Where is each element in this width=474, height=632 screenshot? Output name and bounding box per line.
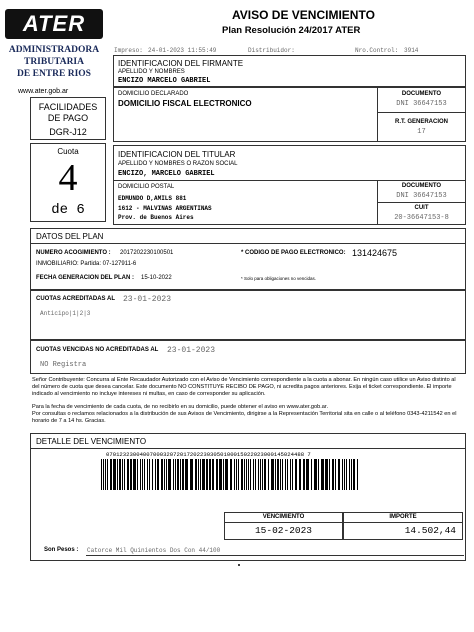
titular-name-value: ENCIZO, MARCELO GABRIEL [118,170,215,178]
cuit-value: 20-36647153-8 [394,214,449,222]
cuotas-acreditadas-section [30,290,466,340]
cuota-total: de 6 [51,202,85,218]
plan-section [30,228,466,290]
address-line3: Prov. de Buenos Aires [118,214,194,221]
titular-section [113,145,466,225]
cuotas-vencidas-label: CUOTAS VENCIDAS NO ACREDITADAS AL [36,347,159,353]
logo-line2: TRIBUTARIA [23,57,84,67]
vencimiento-value: 15-02-2023 [254,525,312,536]
cuota-number: 4 [58,157,78,199]
address-line1: EDMUNDO D,AMILS 881 [118,195,187,202]
barcode-number: 07012323004007000320720172022303050100015022023000145024488 7 [106,451,311,458]
cuotas-acreditadas-label: CUOTAS ACREDITADAS AL [36,296,115,302]
page-subtitle: Plan Resolución 24/2017 ATER [222,25,361,36]
importe-label: IMPORTE [389,514,417,520]
vencimiento-label: VENCIMIENTO [262,514,305,520]
cuotas-vencidas-section [30,340,466,374]
fecha-generacion-label: FECHA GENERACION DEL PLAN : [36,275,135,281]
barcode-image [101,459,363,490]
logo-panel [5,9,108,97]
plan-heading: DATOS DEL PLAN [36,232,104,241]
facilidades-label: FACILIDADES DE PAGO [38,102,98,123]
numero-acogimiento-label: NUMERO ACOGIMIENTO : [36,250,111,256]
page-title: AVISO DE VENCIMIENTO [232,8,375,22]
notice-paragraph-1: Señor Contribuyente: Concurra al Ente Recaudador Autorizado con el Aviso de Vencimiento correspondiente a la cuota a abonar. En ningún caso utilice un Aviso distinto al del número de cuota que desea cancelar. Este documento NO CONSTITUYE RECIBO DE PAGO, ni acredita pagos anteriores. Exija el ticket correspondiente. El importe indicado al vencimiento no incluye intereses ni multas, en caso de corresponder su aplicación. [32,377,456,397]
titular-doc-value: DNI 36647153 [396,192,447,200]
domicilio-value: DOMICILIO FISCAL ELECTRONICO [118,99,252,108]
titular-heading: IDENTIFICACION DEL TITULAR [118,150,236,159]
facilidades-box [30,97,106,140]
cuotas-acreditadas-value: Anticipo|1|2|3 [40,310,91,317]
codigo-pago-note: * Solo para obligaciones no vencidas. [241,276,317,281]
facilidades-code: DGR-J12 [49,127,87,137]
son-pesos-value: Catorce Mil Quinientos Dos Con 44/100 [87,547,221,554]
inmobiliario-partida: INMOBILIARIO: Partida: 07-127911-6 [36,261,137,267]
firmante-heading: IDENTIFICACION DEL FIRMANTE [118,59,244,68]
firmante-section [113,55,466,87]
cuota-box [30,143,106,222]
rt-generacion-label: R.T. GENERACION [394,119,448,125]
titular-name-label: APELLIDO Y NOMBRES O RAZON SOCIAL [118,161,238,167]
rt-generacion-value: 17 [417,128,426,136]
importe-value: 14.502,44 [404,525,456,536]
detalle-section [30,433,466,561]
impreso-label: Impreso: [114,47,143,54]
codigo-pago-value: 131424675 [352,248,398,258]
domicilio-section [113,87,466,142]
son-pesos-label: Son Pesos : [44,547,79,553]
titular-doc-label: DOCUMENTO [401,183,442,189]
logo-line1: ADMINISTRADORA [8,45,100,55]
notice-paragraph-3: Por consultas o reclamos relacionados a la distribución de sus Avisos de Vencimiento, dirigirse a la Representación Territorial sita en calle o al teléfono 0343-4211542 en el horario de 7 a 14 hs. Gracias. [32,411,457,424]
detalle-heading: DETALLE DEL VENCIMIENTO [36,437,147,446]
fecha-generacion-value: 15-10-2022 [141,275,172,281]
domicilio-label: DOMICILIO DECLARADO [118,91,189,97]
domicilio-doc-value: DNI 36647153 [396,100,447,108]
notice-paragraph-2: Para la fecha de vencimiento de cada cuota, de no recibirlo en su domicilio, puede obtener el aviso en www.ater.gob.ar. [32,404,329,410]
cuotas-vencidas-date: 23-01-2023 [167,346,216,355]
vencimiento-box [224,512,343,540]
website-link[interactable]: www.ater.gob.ar [18,88,69,95]
numero-acogimiento-value: 2017202230100501 [120,250,174,256]
codigo-pago-label: * CODIGO DE PAGO ELECTRONICO: [241,250,346,256]
postal-label: DOMICILIO POSTAL [118,184,175,190]
cuota-label: Cuota [57,147,79,156]
domicilio-doc-label: DOCUMENTO [401,91,442,97]
logo-text: ATER [22,11,86,36]
firmante-name-label: APELLIDO Y NOMBRES [118,69,185,75]
importe-box [343,512,463,540]
nro-control-label: Nro.Control: [355,47,399,54]
cuotas-vencidas-value: NO Registra [40,361,87,369]
bottom-dot [238,564,240,566]
cuotas-acreditadas-date: 23-01-2023 [123,295,172,304]
cuit-label: CUIT [414,205,429,211]
nro-control-value: 3914 [404,47,419,54]
impreso-value: 24-01-2023 11:55:49 [148,47,217,54]
distribuidor-label: Distribuidor: [248,47,295,54]
address-line2: 1612 - MALVINAS ARGENTINAS [118,205,212,212]
firmante-name-value: ENCIZO MARCELO GABRIEL [118,77,211,85]
logo-line3: DE ENTRE RIOS [17,69,91,79]
ater-logo [5,9,103,39]
